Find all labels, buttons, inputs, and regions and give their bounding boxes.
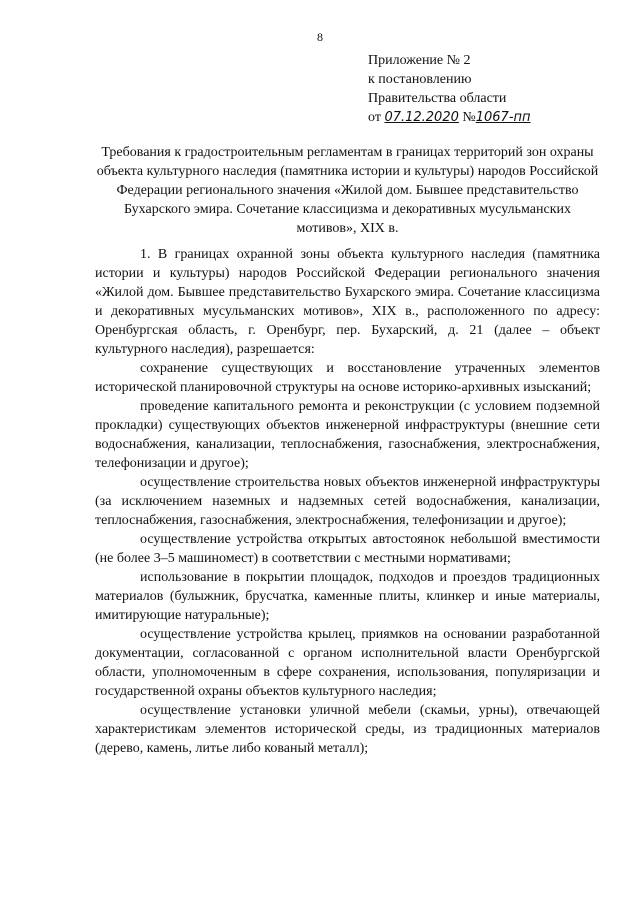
paragraph-item: сохранение существующих и восстановление утраченных элементов исторической планировочной структуры на основе историко-архивных изысканий; [95,361,600,395]
paragraph-item: осуществление устройства крылец, приямков на основании разработанной документации, согласованной с органом исполнительной власти Оренбургской области, уполномоченным в сфере сохранения, использования, популяризации и государственной охраны объектов культурного наследия; [95,627,600,699]
document-body [95,245,600,758]
appendix-header [368,51,531,127]
paragraph-intro: 1. В границах охранной зоны объекта культурного наследия (памятника истории и культуры) народов Российской Федерации регионального значения «Жилой дом. Бывшее представительство Бухарского эмира. Сочетание классицизма и декоративных мусульманских мотивов», XIX в., расположенного по адресу: Оренбургская область, г. Оренбург, пер. Бухарский, д. 21 (далее – объект культурного наследия), разрешается: [95,247,600,357]
date-prefix: от [368,110,381,125]
page-number: 8 [317,30,323,44]
paragraph-item: осуществление установки уличной мебели (скамьи, урны), отвечающей характеристикам элементов исторической среды, из традиционных материалов (дерево, камень, литье либо кованый металл); [95,703,600,756]
handwritten-number: 1067-пп [475,110,531,125]
paragraph-item: осуществление устройства открытых автостоянок небольшой вместимости (не более 3–5 машиномест) в соответствии с местными нормативами; [95,532,600,566]
appendix-line-government: Правительства области [368,91,507,106]
appendix-line-resolution: к постановлению [368,72,472,87]
number-prefix: № [462,110,476,125]
paragraph-item: осуществление строительства новых объектов инженерной инфраструктуры (за исключением наземных и надземных сетей водоснабжения, канализации, теплоснабжения, газоснабжения, электроснабжения, телефонизации и другое); [95,475,600,528]
paragraph-item: использование в покрытии площадок, подходов и проездов традиционных материалов (булыжник, брусчатка, каменные плиты, клинкер и иные материалы, имитирующие натуральные); [95,570,600,623]
appendix-date-line [368,108,531,127]
appendix-title: Приложение № 2 [368,53,471,68]
document-title: Требования к градостроительным регламентам в границах территорий зон охраны объекта культурного наследия (памятника истории и культуры) народов Российской Федерации регионального значения «Жилой дом. Бывшее представительство Бухарского эмира. Сочетание классицизма и декоративных мусульманских мотивов», XIX в. [96,145,599,236]
handwritten-date: 07.12.2020 [384,110,459,125]
paragraph-item: проведение капитального ремонта и реконструкции (с условием подземной прокладки) существующих объектов инженерной инфраструктуры (внешние сети водоснабжения, канализации, теплоснабжения, газоснабжения, электроснабжения, телефонизации и другое); [95,399,600,471]
